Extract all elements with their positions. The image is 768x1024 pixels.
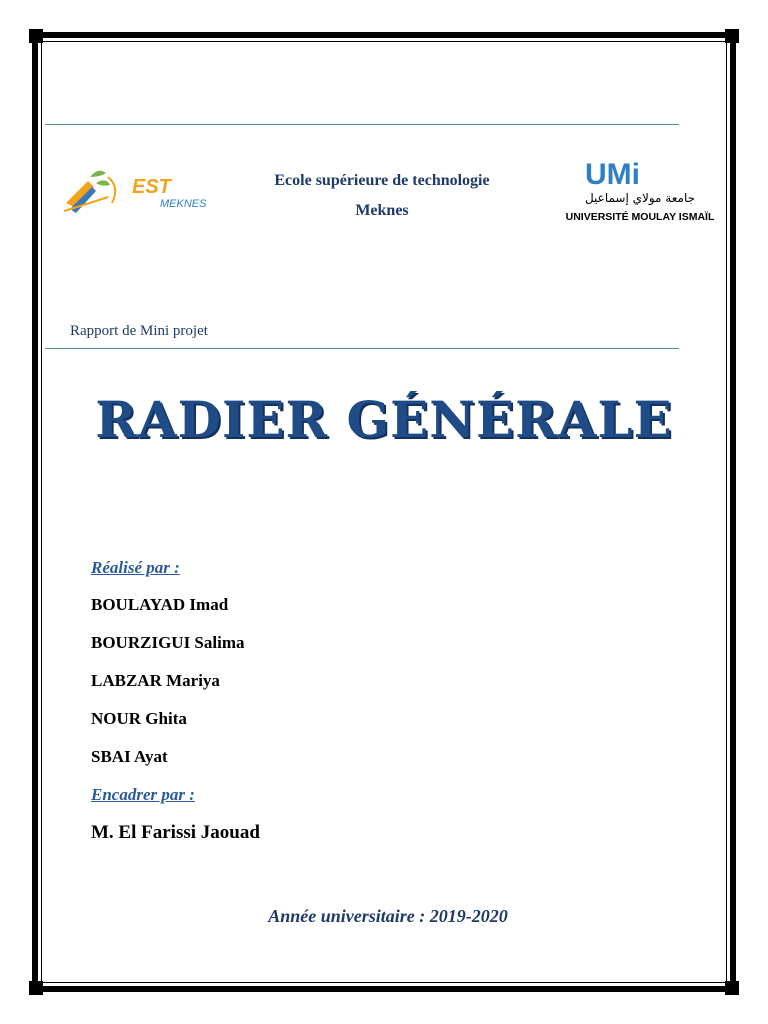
report-type: Rapport de Mini projet [70,323,208,339]
author-name: NOUR Ghita [91,709,187,728]
school-city: Meknes [355,202,409,219]
umi-wordmark: UMi [585,158,640,191]
page-title: RADIER GÉNÉRALE [95,390,673,449]
est-wordmark: EST [132,176,171,198]
author-name: LABZAR Mariya [91,671,220,690]
supervisor-name: M. El Farissi Jaouad [91,822,260,843]
supervisor-label: Encadrer par : [91,785,195,804]
border-corner [725,29,739,43]
author-name: BOURZIGUI Salima [91,633,245,652]
author-name: BOULAYAD Imad [91,595,229,614]
est-meknes-logo [60,163,210,221]
est-emblem-icon [64,171,115,213]
umi-university-name: UNIVERSITÉ MOULAY ISMAÏL [565,211,715,223]
header-rule-bottom [45,348,679,349]
academic-year: Année universitaire : 2019-2020 [268,906,508,926]
border-corner [29,981,43,995]
school-name: Ecole supérieure de technologie [274,172,490,189]
border-corner [725,981,739,995]
border-corner [29,29,43,43]
author-name: SBAI Ayat [91,747,168,766]
umi-arabic-name: جامعة مولاي إسماعيل [584,191,696,205]
header-rule-top [45,124,679,125]
est-subtitle: MEKNES [160,198,207,210]
authors-label: Réalisé par : [91,558,180,577]
umi-logo [565,158,715,226]
